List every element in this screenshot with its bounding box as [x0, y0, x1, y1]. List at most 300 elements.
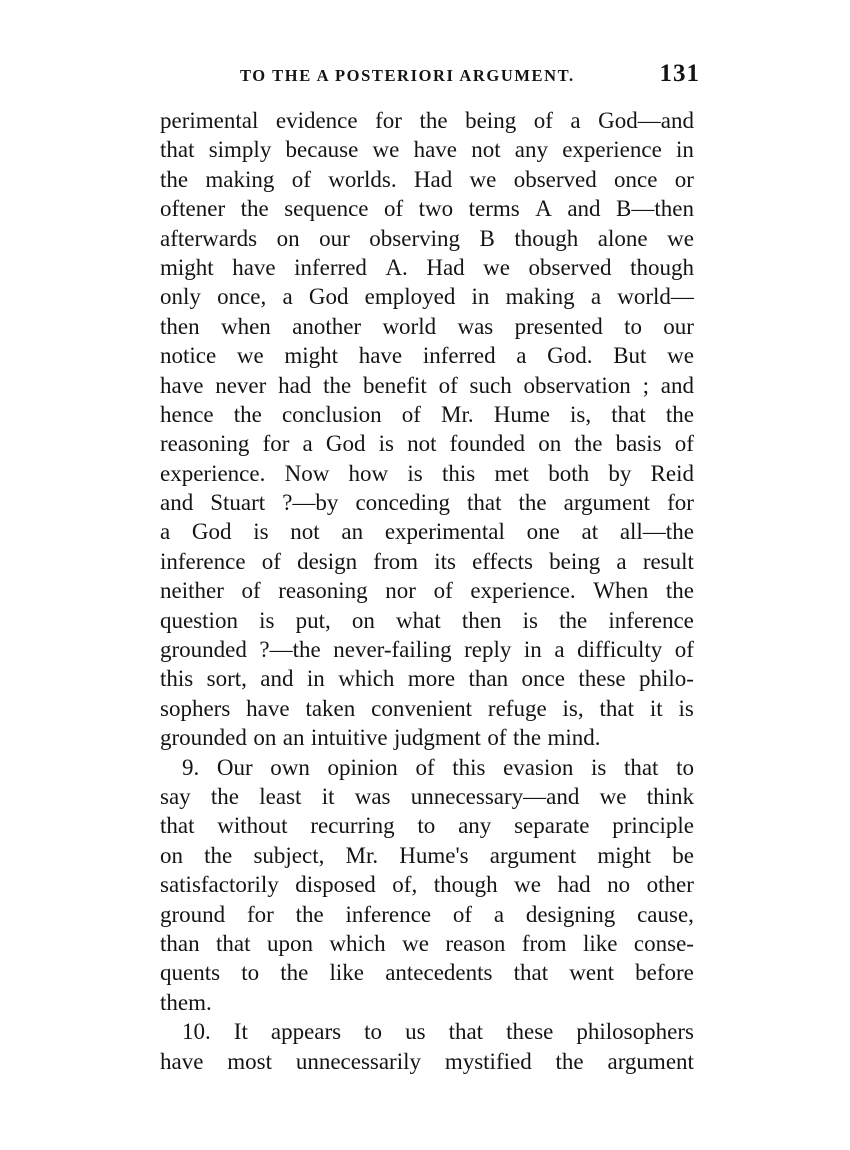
word: 9. — [182, 754, 200, 780]
word: an — [341, 519, 364, 545]
word: have — [358, 343, 403, 369]
text-line — [160, 811, 694, 840]
word: it — [649, 695, 663, 721]
word: the — [233, 401, 262, 427]
body-text — [160, 106, 694, 1076]
word: being — [549, 548, 601, 574]
word: and — [160, 490, 194, 516]
word: ground — [160, 901, 226, 927]
word: for — [246, 901, 274, 927]
word: of — [384, 196, 404, 222]
text-line — [160, 224, 694, 253]
word: at — [581, 519, 599, 545]
word: that — [216, 930, 251, 956]
word: such — [469, 372, 512, 398]
text-line — [160, 253, 694, 282]
word: we — [514, 872, 541, 898]
word: never — [215, 372, 267, 398]
word: Mr. — [441, 401, 474, 427]
word: the — [512, 725, 542, 751]
word: A. — [385, 254, 408, 280]
word: inference — [608, 607, 694, 633]
word: making — [505, 284, 575, 310]
word: in — [523, 637, 542, 663]
word: the — [280, 960, 309, 986]
text-line — [160, 576, 694, 605]
word: and — [660, 372, 694, 398]
word: an — [282, 725, 305, 751]
word: any — [514, 137, 548, 163]
word: a — [616, 548, 627, 574]
word: of — [291, 166, 311, 192]
word: to — [241, 960, 260, 986]
word: to — [624, 313, 642, 339]
word: grounded — [160, 725, 247, 751]
text-line — [160, 547, 694, 576]
word: of — [487, 725, 507, 751]
word: is — [378, 431, 394, 457]
word: a — [554, 637, 565, 663]
word: our — [663, 313, 694, 339]
text-line — [160, 929, 694, 958]
text-line — [160, 194, 694, 223]
word: God—and — [598, 108, 694, 133]
word: the — [295, 901, 324, 927]
word: most — [227, 1048, 272, 1074]
word: being — [465, 108, 517, 133]
word: is — [678, 695, 694, 721]
word: world — [382, 313, 437, 339]
word: is — [253, 519, 269, 545]
word: which — [329, 930, 386, 956]
word: own — [270, 754, 310, 780]
word: that — [160, 813, 195, 839]
word: to — [417, 813, 436, 839]
word: though — [514, 225, 579, 251]
word: met — [494, 460, 529, 486]
word: Our — [216, 754, 253, 780]
word: and — [260, 666, 294, 692]
word: ; — [642, 372, 649, 398]
text-line — [160, 635, 694, 664]
word: of — [261, 548, 281, 574]
word: A — [535, 196, 552, 222]
word: But — [613, 343, 647, 369]
text-line — [160, 782, 694, 811]
word: of, — [392, 872, 418, 898]
word: in — [306, 666, 325, 692]
word: recurring — [310, 813, 395, 839]
word: put, — [295, 607, 331, 633]
word: that — [611, 401, 646, 427]
text-line — [160, 371, 694, 400]
word: observing — [369, 225, 460, 251]
word: worlds. — [328, 166, 397, 192]
word: Mr. — [345, 842, 379, 868]
text-line — [160, 694, 694, 723]
text-line — [160, 723, 694, 752]
word: convenient — [371, 695, 473, 721]
text-line — [160, 488, 694, 517]
word: God — [308, 284, 349, 310]
word: Had — [413, 166, 453, 192]
word: reasoning — [278, 578, 368, 604]
word: antecedents — [385, 960, 493, 986]
word: neither — [160, 578, 224, 604]
word: experience. — [470, 578, 576, 604]
word: is, — [570, 401, 592, 427]
word: though — [433, 872, 498, 898]
text-line — [160, 400, 694, 429]
word: sophers — [160, 695, 231, 721]
word: basis — [615, 431, 662, 457]
word: that — [623, 754, 659, 780]
word: of — [241, 578, 261, 604]
word: presented — [514, 313, 603, 339]
word: than — [468, 666, 509, 692]
word: like — [329, 960, 365, 986]
word: upon — [266, 930, 313, 956]
word: our — [319, 225, 350, 251]
word: conse- — [633, 930, 694, 956]
word: Had — [426, 254, 465, 280]
word: these — [578, 666, 626, 692]
word: think — [646, 783, 694, 809]
word: say — [160, 783, 191, 809]
text-line — [160, 282, 694, 311]
word: had — [278, 372, 312, 398]
word: inferred — [294, 254, 367, 280]
word: a — [493, 901, 505, 927]
word: we — [667, 225, 694, 251]
word: other — [646, 872, 694, 898]
word: the — [574, 431, 603, 457]
word: without — [217, 813, 288, 839]
word: the — [160, 166, 189, 192]
word: that — [513, 960, 549, 986]
word: world— — [617, 284, 694, 310]
word: two — [418, 196, 454, 222]
word: how — [348, 460, 389, 486]
word: this — [160, 666, 194, 692]
word: that — [160, 137, 195, 163]
word: employed — [364, 284, 456, 310]
text-line — [160, 429, 694, 458]
word: conclusion — [281, 401, 382, 427]
word: might — [284, 343, 339, 369]
word: these — [506, 1019, 554, 1045]
word: terms — [468, 196, 520, 222]
word: or — [674, 166, 694, 192]
word: another — [292, 313, 362, 339]
word: observation — [523, 372, 631, 398]
word: conceding — [355, 490, 450, 516]
word: because — [285, 137, 359, 163]
word: we — [483, 254, 510, 280]
word: subject, — [253, 842, 325, 868]
word: question — [160, 607, 238, 633]
word: which — [338, 666, 395, 692]
word: reply — [464, 637, 512, 663]
word: designing — [525, 901, 616, 927]
word: God — [325, 431, 366, 457]
text-line — [160, 958, 694, 987]
word: is — [590, 754, 607, 780]
word: opinion — [327, 754, 398, 780]
word: that — [466, 490, 502, 516]
word: we — [372, 137, 400, 163]
running-title: TO THE A POSTERIORI ARGUMENT. — [240, 66, 575, 85]
word: to — [676, 754, 694, 780]
word: separate — [514, 813, 590, 839]
word: be — [672, 842, 694, 868]
word: by — [608, 460, 632, 486]
word: result — [642, 548, 694, 574]
word: argument — [563, 490, 651, 516]
word: sequence — [284, 196, 369, 222]
text-line — [160, 312, 694, 341]
word: philo- — [639, 666, 694, 692]
word: any — [458, 813, 492, 839]
word: was — [354, 783, 391, 809]
word: a — [160, 519, 171, 545]
word: then — [160, 313, 200, 339]
word: one — [526, 519, 560, 545]
word: the — [518, 490, 547, 516]
word: of — [438, 372, 458, 398]
word: reasoning — [160, 431, 250, 457]
word: of — [415, 754, 435, 780]
word: we — [667, 343, 694, 369]
word: on — [160, 842, 183, 868]
word: all—the — [619, 519, 694, 545]
text-line — [160, 606, 694, 635]
word: us — [405, 1019, 426, 1045]
word: of — [674, 637, 694, 663]
word: satisfactorily — [160, 872, 279, 898]
word: had — [557, 872, 591, 898]
word: Hume's — [399, 842, 469, 868]
word: the — [665, 578, 694, 604]
word: God — [191, 519, 232, 545]
word: in — [676, 137, 694, 163]
word: Hume — [493, 401, 550, 427]
word: philosophers — [576, 1019, 694, 1045]
word: inferred — [422, 343, 496, 369]
word: mystified — [444, 1048, 532, 1074]
word: we — [469, 166, 497, 192]
word: making — [205, 166, 275, 192]
word: afterwards — [160, 225, 258, 251]
word: disposed — [295, 872, 376, 898]
word: B—then — [616, 196, 694, 222]
word: is — [407, 460, 423, 486]
word: them. — [160, 989, 212, 1015]
word: in — [471, 284, 490, 310]
word: a — [516, 343, 527, 369]
word: 10. — [182, 1019, 211, 1045]
word: once — [614, 166, 658, 192]
word: more — [407, 666, 456, 692]
word: reason — [445, 930, 506, 956]
running-head — [160, 62, 700, 92]
word: have — [232, 254, 276, 280]
word: the — [665, 401, 694, 427]
word: unnecessary—and — [410, 783, 580, 809]
word: for — [262, 431, 290, 457]
word: effects — [472, 548, 533, 574]
word: principle — [612, 813, 694, 839]
word: we — [236, 343, 264, 369]
word: we — [402, 930, 429, 956]
word: alone — [597, 225, 648, 251]
word: cause, — [637, 901, 694, 927]
text-line — [160, 988, 694, 1017]
word: experience. — [160, 460, 266, 486]
word: the — [419, 108, 448, 133]
word: no — [607, 872, 631, 898]
text-line — [160, 135, 694, 164]
word: like — [582, 930, 618, 956]
word: its — [434, 548, 456, 574]
word: is, — [562, 695, 584, 721]
word: quents — [160, 960, 221, 986]
word: notice — [160, 343, 217, 369]
word: the — [555, 1048, 584, 1074]
word: intuitive — [310, 725, 388, 751]
word: experimental — [384, 519, 505, 545]
word: simply — [208, 137, 272, 163]
text-line — [160, 870, 694, 899]
word: for — [375, 108, 402, 133]
word: have — [160, 1048, 204, 1074]
text-line — [160, 165, 694, 194]
word: on — [351, 607, 375, 633]
word: of — [533, 108, 553, 133]
word: ?—the — [259, 637, 321, 663]
word: a — [302, 431, 313, 457]
word: only — [160, 284, 201, 310]
word: once — [521, 666, 565, 692]
word: on — [538, 431, 562, 457]
word: inference — [160, 548, 246, 574]
word: is — [259, 607, 275, 633]
word: Now — [284, 460, 330, 486]
word: of — [433, 578, 453, 604]
text-line — [160, 341, 694, 370]
word: though — [630, 254, 694, 280]
word: difficulty — [577, 637, 663, 663]
word: never-failing — [333, 637, 452, 663]
word: before — [635, 960, 694, 986]
text-line — [160, 1017, 694, 1046]
word: observed — [528, 254, 612, 280]
text-line — [160, 106, 694, 135]
word: a — [570, 108, 581, 133]
word: argument — [607, 1048, 694, 1074]
word: it — [321, 783, 335, 809]
word: of — [674, 431, 694, 457]
word: from — [521, 930, 567, 956]
word: nor — [385, 578, 416, 604]
word: might — [160, 254, 214, 280]
word: than — [160, 930, 200, 956]
word: we — [599, 783, 627, 809]
page-number: 131 — [659, 60, 700, 87]
word: Stuart — [210, 490, 266, 516]
word: both — [548, 460, 590, 486]
word: when — [220, 313, 271, 339]
text-line — [160, 900, 694, 929]
word: a — [590, 284, 602, 310]
word: once, — [217, 284, 267, 310]
word: of — [401, 401, 421, 427]
word: not — [407, 431, 437, 457]
word: on — [276, 225, 300, 251]
word: experience — [562, 137, 662, 163]
text-line — [160, 753, 694, 782]
word: from — [373, 548, 419, 574]
word: might — [597, 842, 652, 868]
word: God. — [547, 343, 593, 369]
word: have — [413, 137, 457, 163]
word: unnecessarily — [295, 1048, 421, 1074]
word: grounded — [160, 637, 247, 663]
word: inference — [345, 901, 432, 927]
word: then — [461, 607, 502, 633]
word: sort, — [206, 666, 247, 692]
word: this — [441, 460, 476, 486]
word: oftener — [160, 196, 226, 222]
word: ?—by — [282, 490, 339, 516]
word: refuge — [487, 695, 547, 721]
word: went — [569, 960, 614, 986]
word: argument — [489, 842, 577, 868]
word: evasion — [503, 754, 574, 780]
word: Reid — [650, 460, 694, 486]
word: judgment — [394, 725, 481, 751]
word: that — [448, 1019, 484, 1045]
word: appears — [270, 1019, 342, 1045]
word: taken — [305, 695, 356, 721]
word: not — [290, 519, 320, 545]
word: When — [593, 578, 649, 604]
word: design — [297, 548, 358, 574]
word: evidence — [275, 108, 358, 133]
text-line — [160, 664, 694, 693]
word: the — [323, 372, 352, 398]
word: observed — [513, 166, 597, 192]
word: have — [160, 372, 204, 398]
word: benefit — [362, 372, 427, 398]
word: to — [364, 1019, 383, 1045]
word: the — [204, 842, 233, 868]
word: this — [452, 754, 486, 780]
word: and — [567, 196, 601, 222]
word: hence — [160, 401, 214, 427]
text-line — [160, 1047, 694, 1076]
text-line — [160, 841, 694, 870]
word: a — [282, 284, 293, 310]
word: perimental — [160, 108, 259, 133]
word: the — [559, 607, 588, 633]
word: was — [457, 313, 494, 339]
word: what — [396, 607, 441, 633]
word: It — [233, 1019, 248, 1045]
word: of — [452, 901, 473, 927]
word: for — [667, 490, 694, 516]
word: B — [479, 225, 495, 251]
